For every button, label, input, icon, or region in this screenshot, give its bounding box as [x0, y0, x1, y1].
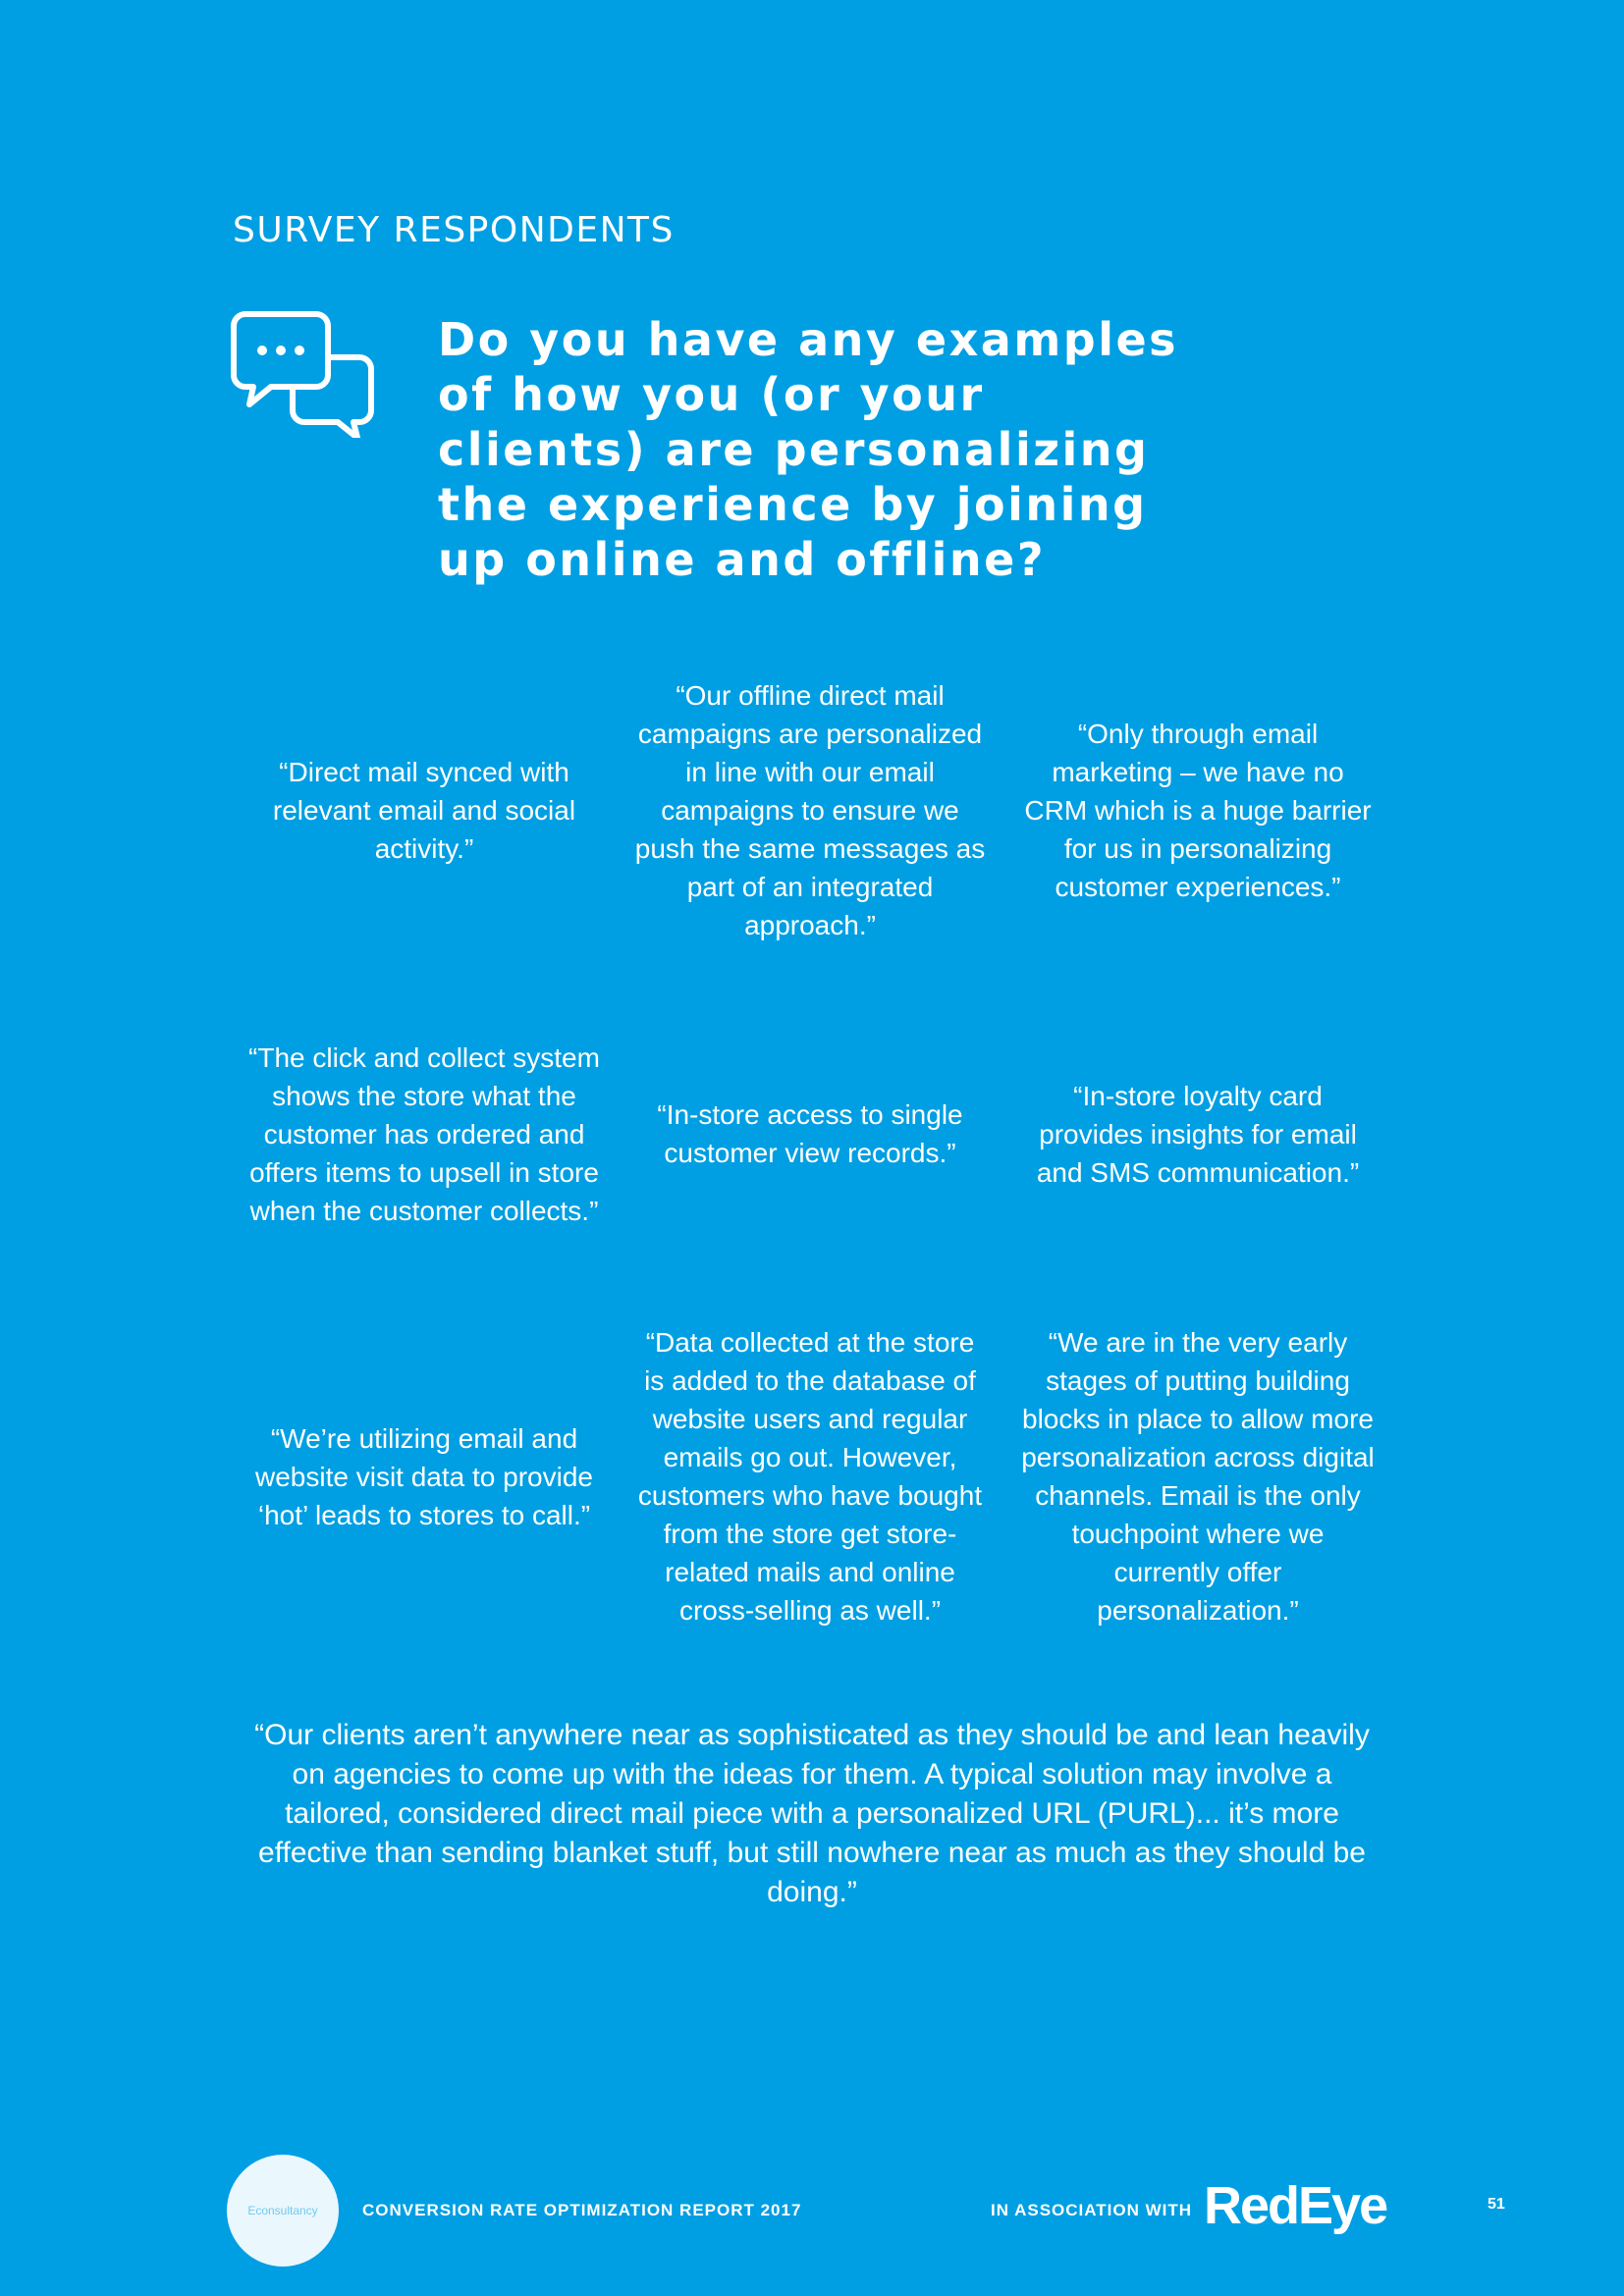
- quote-card: [247, 667, 601, 952]
- page-number: 51: [1488, 2196, 1505, 2213]
- quote-card: [1021, 1321, 1375, 1631]
- quote-text: “Direct mail synced with relevant email and social activity.”: [272, 756, 576, 864]
- logo-text: Econsultancy: [247, 2204, 318, 2217]
- quote-card: [247, 1021, 601, 1247]
- quote-text: “Only through email marketing – we have no CRM which is a huge barrier for us in personalizing customer experiences.”: [1024, 718, 1372, 902]
- quote-text: “In-store access to single customer view records.”: [657, 1099, 963, 1168]
- quote-text: “Data collected at the store is added to the database of website users and regular emails go out. However, customers who have bought from the store get store-related mails and online cross-selling as well.”: [637, 1327, 983, 1626]
- quote-text: “We’re utilizing email and website visit data to provide ‘hot’ leads to stores to call.”: [255, 1422, 593, 1530]
- quote-card: [247, 1321, 601, 1631]
- chat-bubbles-icon: [228, 308, 377, 438]
- quote-text: “The click and collect system shows the store what the customer has ordered and offers items to upsell in store when the customer collects.”: [248, 1041, 600, 1226]
- long-quote: “Our clients aren’t anywhere near as sophisticated as they should be and lean heavily on agencies to come up with the ideas for them. A typical solution may involve a tailored, considered direct mail piece with a personalized URL (PURL)... it’s more effective than sending blanket stuff, but still nowhere near as much as they should be doing.”: [254, 1719, 1370, 1908]
- quote-text: “In-store loyalty card provides insights for email and SMS communication.”: [1036, 1080, 1360, 1188]
- quote-card: [633, 1321, 987, 1631]
- quote-card: [1021, 667, 1375, 952]
- association-label: IN ASSOCIATION WITH: [991, 2201, 1193, 2219]
- quote-card: [633, 1021, 987, 1247]
- question-heading: Do you have any examples of how you (or your clients) are personalizing the experience by joining up online and offline?: [438, 313, 1179, 586]
- section-label: SURVEY RESPONDENTS: [233, 210, 675, 250]
- quote-text: “We are in the very early stages of putting building blocks in place to allow more personalization across digital channels. Email is the only touchpoint where we currently offer personalization.”: [1021, 1327, 1375, 1626]
- quote-card: [633, 667, 987, 952]
- report-title: CONVERSION RATE OPTIMIZATION REPORT 2017: [362, 2201, 802, 2219]
- redeye-logo: RedEye: [1204, 2176, 1387, 2235]
- quote-text: “Our offline direct mail campaigns are personalized in line with our email campaigns to ensure we push the same messages as part of an integrated approach.”: [634, 679, 986, 940]
- econsultancy-logo: [227, 2155, 339, 2267]
- quote-card: [1021, 1021, 1375, 1247]
